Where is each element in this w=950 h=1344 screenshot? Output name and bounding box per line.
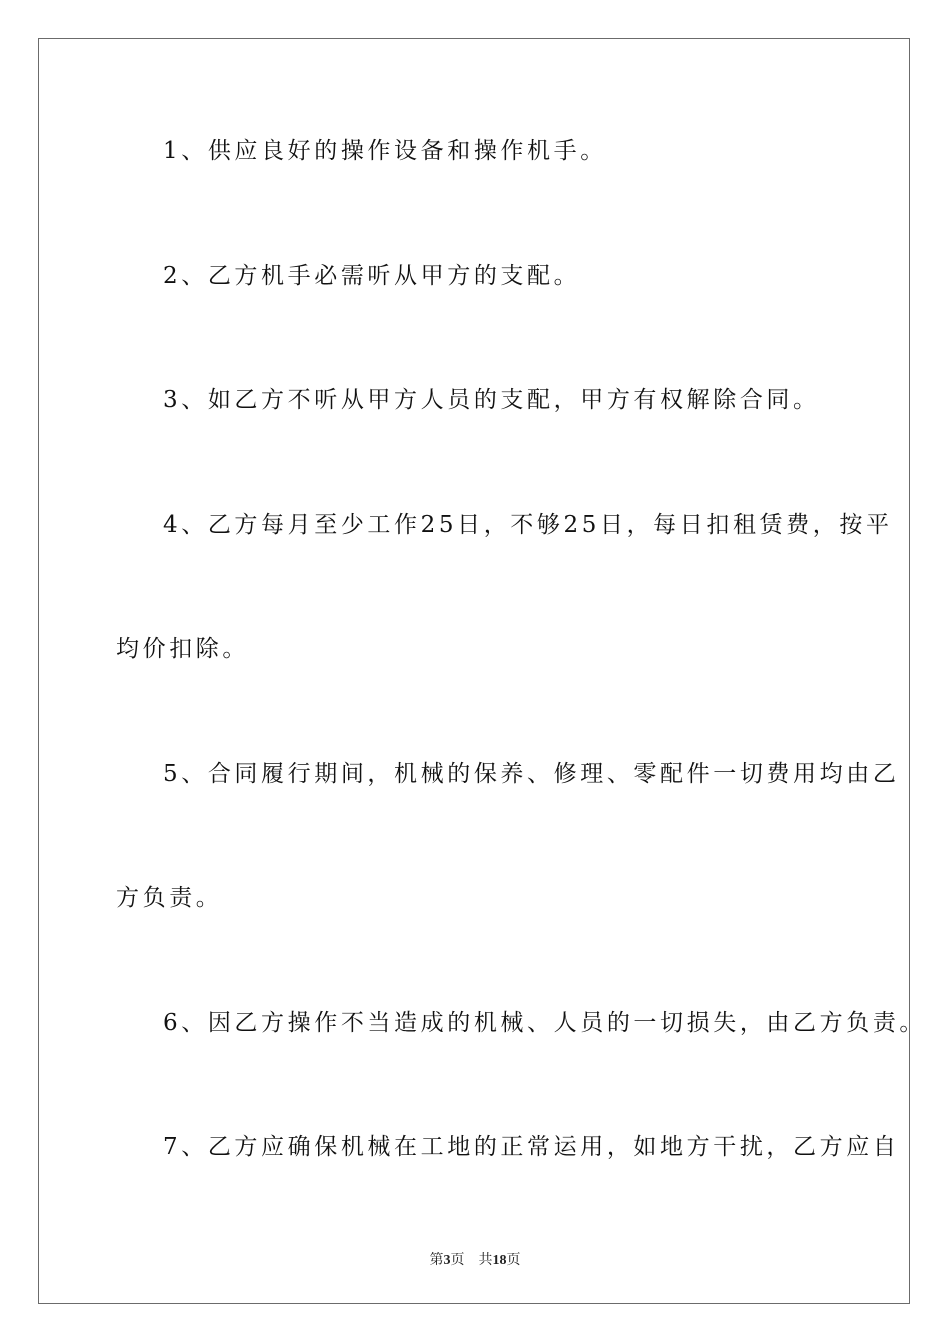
clause-3-line: 3、如乙方不听从甲方人员的支配，甲方有权解除合同。 <box>163 387 820 413</box>
footer-page-prefix: 第 <box>429 1253 444 1268</box>
clause-4-line: 4、乙方每月至少工作25日，不够25日，每日扣租赁费，按平 <box>163 512 893 538</box>
clause-5-line: 5、合同履行期间，机械的保养、修理、零配件一切费用均由乙 <box>163 761 900 787</box>
clause-5-continuation: 方负责。 <box>116 885 223 911</box>
footer-total-pages: 18 <box>492 1253 507 1268</box>
footer-total-prefix: 共 <box>478 1253 493 1268</box>
page-footer <box>0 1249 950 1269</box>
footer-total-suffix: 页 <box>506 1253 521 1268</box>
clause-6-line: 6、因乙方操作不当造成的机械、人员的一切损失，由乙方负责。 <box>163 1010 927 1036</box>
footer-page-suffix: 页 <box>450 1253 465 1268</box>
clause-4-continuation: 均价扣除。 <box>116 636 249 662</box>
clause-1-line: 1、供应良好的操作设备和操作机手。 <box>163 138 607 164</box>
clause-7-line: 7、乙方应确保机械在工地的正常运用，如地方干扰，乙方应自 <box>163 1134 900 1160</box>
page-border <box>38 38 910 1304</box>
footer-page-number: 3 <box>443 1253 451 1268</box>
clause-2-line: 2、乙方机手必需听从甲方的支配。 <box>163 263 581 289</box>
